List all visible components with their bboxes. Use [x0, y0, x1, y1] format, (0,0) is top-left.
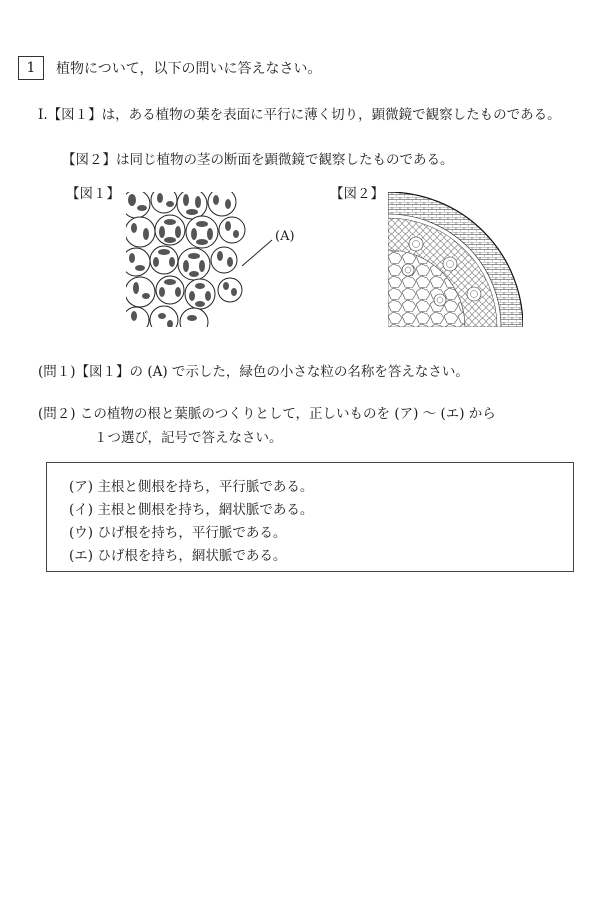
choice-i: (イ) 主根と側根を持ち，網状脈である。 — [69, 502, 314, 518]
question-1: (問１)【図１】の (A) で示した，緑色の小さな粒の名称を答えなさい。 — [38, 364, 469, 380]
figure-2-stem-section — [388, 192, 523, 327]
choice-u: (ウ) ひげ根を持ち，平行脈である。 — [69, 525, 287, 541]
choice-a: (ア) 主根と側根を持ち，平行脈である。 — [69, 479, 314, 495]
question-2-line-2: １つ選び，記号で答えなさい。 — [94, 430, 283, 446]
figure-1-leaf-cells — [126, 192, 306, 327]
question-number-box — [18, 56, 44, 80]
intro-line-2: 【図２】は同じ植物の茎の断面を顕微鏡で観察したものである。 — [62, 152, 454, 168]
label-a: (A) — [275, 229, 295, 244]
choice-e: (エ) ひげ根を持ち，網状脈である。 — [69, 548, 287, 564]
figure-2-label: 【図２】 — [330, 186, 384, 202]
question-number: 1 — [26, 60, 36, 76]
question-title: 植物について，以下の問いに答えなさい。 — [56, 61, 322, 77]
figure-1-label: 【図１】 — [66, 186, 120, 202]
intro-line-1: Ⅰ.【図１】は，ある植物の葉を表面に平行に薄く切り，顕微鏡で観察したものである。 — [38, 107, 561, 123]
choices-box — [46, 462, 574, 572]
question-2-line-1: (問２) この植物の根と葉脈のつくりとして，正しいものを (ア) ～ (エ) から — [38, 406, 496, 422]
